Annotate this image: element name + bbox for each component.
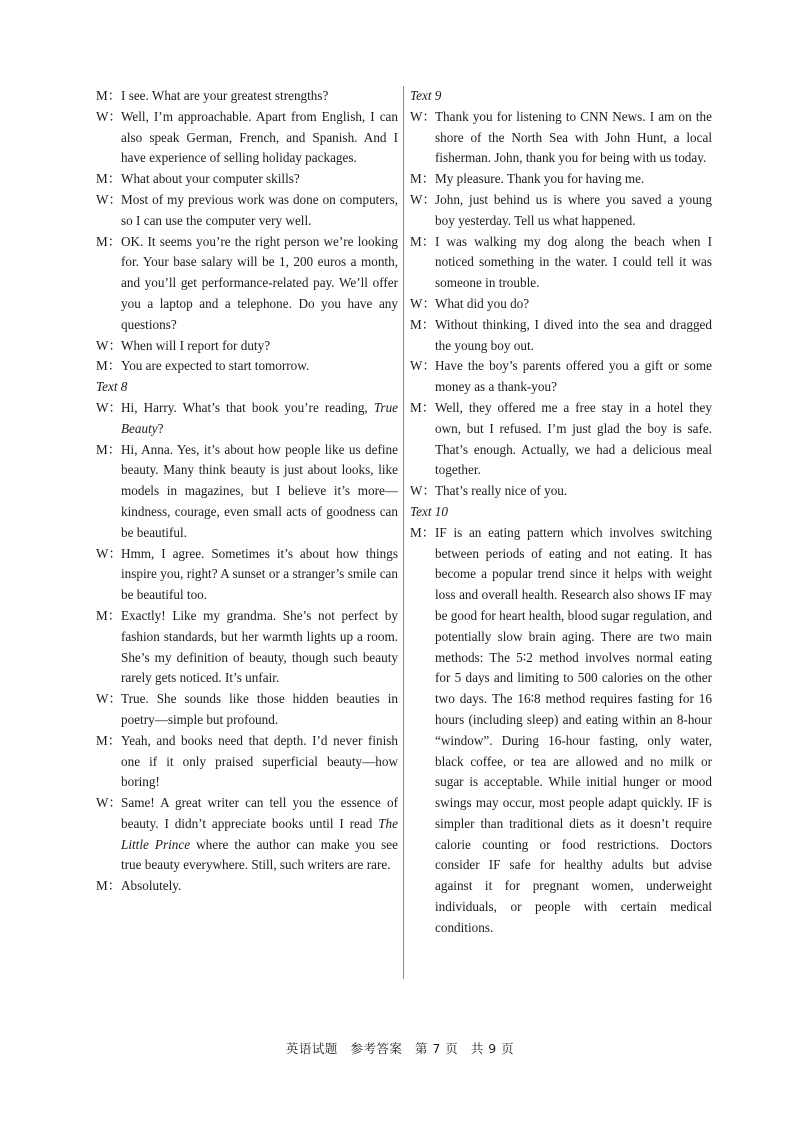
speaker-label: W：: [410, 483, 436, 499]
speaker-label: M：: [96, 607, 121, 623]
speaker-label: W：: [96, 108, 122, 124]
dialogue-line: [410, 398, 712, 481]
footer-total: 共 9 页: [470, 1041, 515, 1056]
line-text-after: where the author can make you see true beauty everywhere. Still, such writers are rare.: [121, 836, 398, 873]
book-title: The Little Prince: [121, 815, 398, 852]
speaker-label: W：: [410, 358, 436, 374]
dialogue-line: [410, 232, 712, 294]
line-text: Hmm, I agree. Sometimes it’s about how things inspire you, right? A sunset or a stranger’s smile can be beautiful too.: [121, 545, 398, 603]
dialogue-line: [96, 232, 398, 336]
speaker-label: W：: [410, 191, 436, 207]
dialogue-line: [96, 169, 398, 190]
dialogue-line: [96, 336, 398, 357]
left-column: [96, 86, 398, 897]
speaker-label: M：: [96, 171, 121, 187]
speaker-label: M：: [410, 524, 435, 540]
line-text: True. She sounds like those hidden beauties in poetry—simple but profound.: [121, 691, 398, 727]
line-text: IF is an eating pattern which involves switching between periods of eating and not eating. It has become a popular trend since it helps with weight loss and overall health. Research also shows IF may be good for heart health, blood sugar regulation, and potentially slow brain aging. There are two main methods: The 5∶2 method involves normal eating for 5 days and limiting to 500 calories on the other two days. The 16∶8 method requires fasting for 16 hours (including sleep) and eating within an 8-hour “window”. During 16-hour fasting, only water, black coffee, or tea are allowed and no milk or sugar is acceptable. While initial hunger or mood swings may occur, most people adapt quickly. IF is simpler than traditional diets as it doesn’t require calorie counting or food restrictions. Doctors consider IF safe for healthy adults but advise against it for pregnant women, underweight individuals, or people with certain medical conditions.: [435, 524, 712, 935]
line-text: John, just behind us is where you saved a young boy yesterday. Tell us what happened.: [435, 191, 712, 228]
dialogue-line: [96, 356, 398, 377]
dialogue-line: [96, 876, 398, 897]
footer-answer: 参考答案: [350, 1041, 403, 1056]
line-text: Hi, Harry. What’s that book you’re reading,: [121, 399, 368, 415]
dialogue-line: [96, 606, 398, 689]
dialogue-line: [410, 190, 712, 232]
line-text: Yeah, and books need that depth. I’d never finish one if it only praised superficial beauty—how boring!: [121, 732, 398, 790]
dialogue-line: [96, 731, 398, 793]
dialogue-line: [410, 523, 712, 939]
speaker-label: W：: [96, 691, 122, 707]
footer-subject: 英语试题: [285, 1041, 338, 1056]
dialogue-line: [96, 793, 398, 876]
line-text: Absolutely.: [121, 878, 182, 894]
line-text: Thank you for listening to CNN News. I am on the shore of the North Sea with John Hunt, a local fisherman. John, thank you for being with us today.: [435, 108, 712, 166]
line-text: Most of my previous work was done on computers, so I can use the computer very well.: [121, 191, 398, 228]
dialogue-line: [410, 481, 712, 502]
speaker-label: M：: [96, 358, 121, 374]
line-text: What did you do?: [435, 295, 530, 311]
dialogue-line: [96, 544, 398, 606]
column-divider: [403, 86, 404, 979]
speaker-label: M：: [96, 878, 121, 894]
speaker-label: W：: [96, 795, 122, 811]
dialogue-line: [410, 294, 712, 315]
right-column: [410, 86, 712, 939]
dialogue-line: [410, 169, 712, 190]
line-text: Well, they offered me a free stay in a hotel they own, but I refused. I’m just glad the boy is safe. That’s enough. Actually, we had a delicious meal together.: [435, 399, 712, 478]
dialogue-line: [96, 86, 398, 107]
line-text: When will I report for duty?: [121, 337, 271, 353]
section-heading: Text 10: [410, 503, 448, 519]
dialogue-line: [410, 107, 712, 169]
line-text: What about your computer skills?: [121, 171, 300, 187]
speaker-label: M：: [410, 316, 435, 332]
book-title: True Beauty: [121, 399, 399, 436]
line-text: Same! A great writer can tell you the essence of beauty. I didn’t appreciate books until I read: [121, 795, 398, 831]
speaker-label: W：: [96, 399, 122, 415]
line-text: That’s really nice of you.: [435, 483, 568, 499]
line-text: Have the boy’s parents offered you a gift or some money as a thank-you?: [435, 358, 712, 395]
dialogue-line: [96, 440, 398, 544]
line-text: You are expected to start tomorrow.: [121, 358, 310, 374]
line-text: My pleasure. Thank you for having me.: [435, 171, 645, 187]
line-text-after: ?: [157, 420, 164, 436]
line-text: Hi, Anna. Yes, it’s about how people like us define beauty. Many think beauty is just about looks, like models in magazines, but I believe it’s more—kindness, courage, even small acts of goodness can be beautiful.: [121, 441, 398, 540]
speaker-label: W：: [410, 295, 436, 311]
speaker-label: M：: [410, 171, 435, 187]
speaker-label: M：: [96, 233, 121, 249]
page-footer: [0, 1039, 800, 1057]
dialogue-line: [410, 315, 712, 357]
line-text: Exactly! Like my grandma. She’s not perfect by fashion standards, but her warmth lights up a room. She’s my definition of beauty, though such beauty rarely gets noticed. It’s unfair.: [121, 607, 398, 686]
line-text: Without thinking, I dived into the sea and dragged the young boy out.: [435, 316, 712, 353]
footer-page: 第 7 页: [414, 1041, 459, 1056]
speaker-label: M：: [410, 233, 435, 249]
line-text: Well, I’m approachable. Apart from English, I can also speak German, French, and Spanish. And I have experience of selling holiday packages.: [121, 108, 398, 166]
dialogue-line: [96, 190, 398, 232]
dialogue-line: [96, 107, 398, 169]
dialogue-line: [96, 689, 398, 731]
speaker-label: W：: [96, 191, 122, 207]
line-text: I was walking my dog along the beach when I noticed something in the water. I could tell it was someone in trouble.: [435, 233, 712, 291]
dialogue-line: [96, 398, 398, 440]
speaker-label: M：: [96, 88, 121, 103]
line-text: I see. What are your greatest strengths?: [121, 88, 329, 103]
speaker-label: M：: [96, 441, 121, 457]
section-heading: Text 9: [410, 88, 442, 103]
speaker-label: M：: [410, 399, 435, 415]
speaker-label: W：: [410, 108, 436, 124]
dialogue-line: [410, 356, 712, 398]
line-text: OK. It seems you’re the right person we’re looking for. Your base salary will be 1, 200 euros a month, and you’ll get performance-related pay. We’ll offer you a laptop and a telephone. Do you have any questions?: [121, 233, 398, 332]
speaker-label: M：: [96, 732, 121, 748]
speaker-label: W：: [96, 545, 122, 561]
speaker-label: W：: [96, 337, 122, 353]
section-heading: Text 8: [96, 379, 128, 395]
